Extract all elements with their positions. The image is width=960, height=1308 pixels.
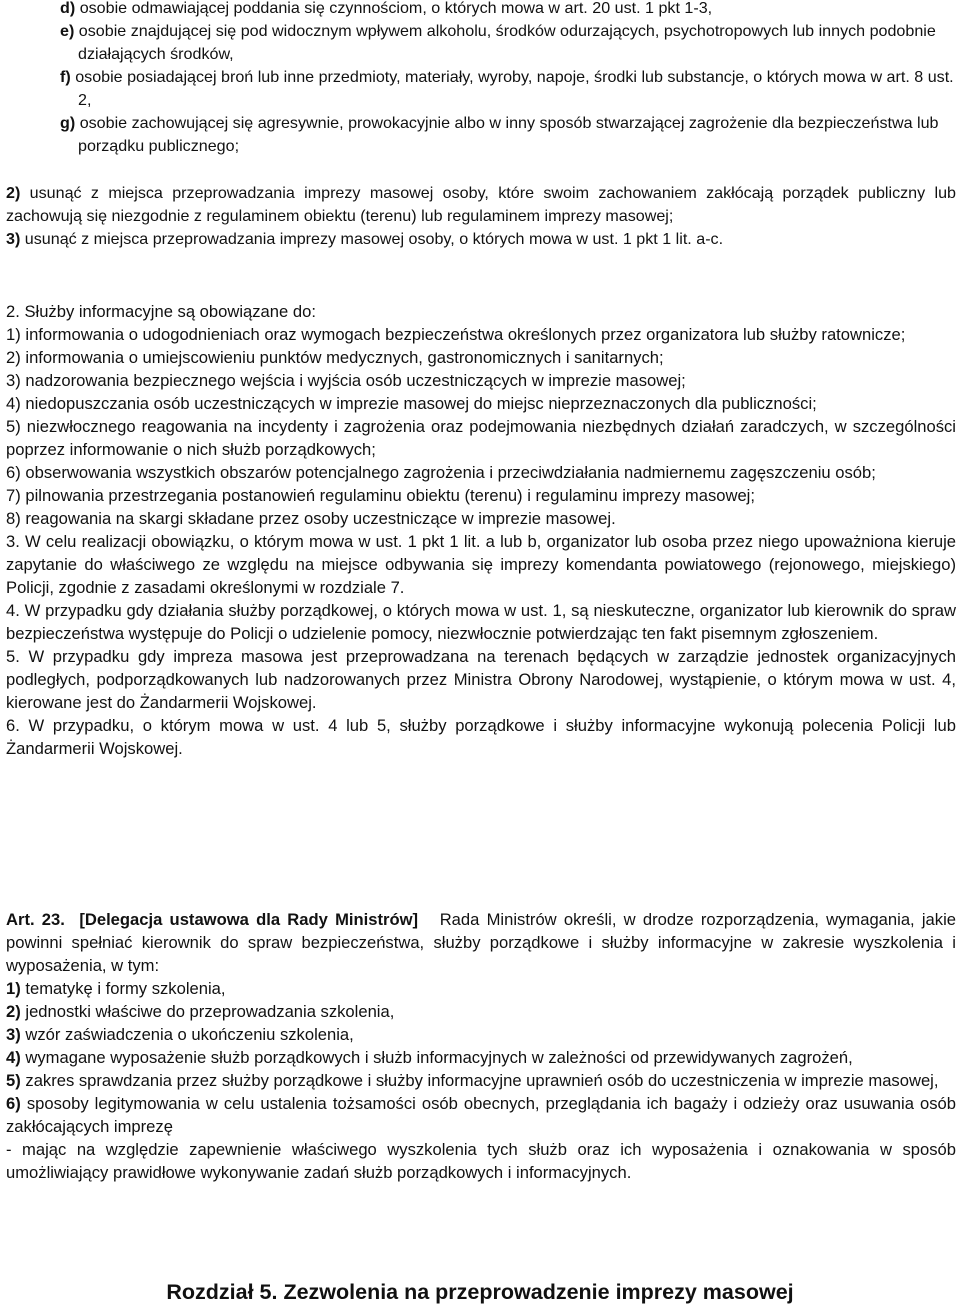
list-item: 3) wzór zaświadczenia o ukończeniu szkolenia, xyxy=(6,1025,354,1044)
article-title: [Delegacja ustawowa dla Rady Ministrów] xyxy=(79,910,419,929)
list-item: 6) sposoby legitymowania w celu ustalenia tożsamości osób obecnych, przeglądania ich bagaży i odzieży oraz usuwania osób zakłócających imprezę xyxy=(6,1094,956,1136)
list-item: 2) informowania o umiejscowieniu punktów medycznych, gastronomicznych i sanitarnych; xyxy=(6,348,664,367)
chapter-heading: Rozdział 5. Zezwolenia na przeprowadzenie imprezy masowej xyxy=(166,1280,794,1304)
list-item: 5) zakres sprawdzania przez służby porządkowe i służby informacyjne uprawnień osób do uczestniczenia w imprezie masowej, xyxy=(6,1071,939,1090)
list-item: 4) wymagane wyposażenie służb porządkowych i służb informacyjnych w zależności od przewidywanych zagrożeń, xyxy=(6,1048,853,1067)
list-item: 1) tematykę i formy szkolenia, xyxy=(6,979,226,998)
paragraph: 3. W celu realizacji obowiązku, o którym mowa w ust. 1 pkt 1 lit. a lub b, organizator lub osoba przez niego upoważniona kieruje zapytanie do właściwego ze względu na miejsce odbywania się imprezy komendanta powiatowego (rejonowego, miejskiego) Policji, zgodnie z zasadami określonymi w rozdziale 7. xyxy=(6,532,956,597)
paragraph: 4. W przypadku gdy działania służby porządkowej, o których mowa w ust. 1, są nieskuteczne, organizator lub kierownik do spraw bezpieczeństwa występuje do Policji o udzielenie pomocy, niezwłocznie potwierdzając ten fakt pisemnym zgłoszeniem. xyxy=(6,601,956,643)
list-item: 1) informowania o udogodnieniach oraz wymogach bezpieczeństwa określonych przez organizatora lub służby ratownicze; xyxy=(6,325,906,344)
points-list xyxy=(6,182,956,251)
list-item: d) osobie odmawiającej poddania się czynnościom, o których mowa w art. 20 ust. 1 pkt 1-3, xyxy=(60,0,713,17)
list-item: 6) obserwowania wszystkich obszarów potencjalnego zagrożenia i przeciwdziałania nadmiernemu zagęszczeniu osób; xyxy=(6,463,876,482)
section-intro: 2. Służby informacyjne są obowiązane do: xyxy=(6,302,316,321)
list-item: g) osobie zachowującej się agresywnie, prowokacyjnie albo w inny sposób stwarzającej zagrożenie dla bezpieczeństwa lub porządku publicznego; xyxy=(60,114,939,155)
list-item: 3) usunąć z miejsca przeprowadzania imprezy masowej osoby, o których mowa w ust. 1 pkt 1 lit. a-c. xyxy=(6,230,724,248)
list-item: 2) usunąć z miejsca przeprowadzania imprezy masowej osoby, które swoim zachowaniem zakłócają porządek publiczny lub zachowują się niezgodnie z regulaminem obiektu (terenu) lub regulaminem imprezy masowej; xyxy=(6,184,956,225)
list-item: 3) nadzorowania bezpiecznego wejścia i wyjścia osób uczestniczących w imprezie masowej; xyxy=(6,371,686,390)
list-item: 4) niedopuszczania osób uczestniczących w imprezie masowej do miejsc nieprzeznaczonych dla publiczności; xyxy=(6,394,817,413)
section-2 xyxy=(6,300,956,760)
paragraph: 6. W przypadku, o którym mowa w ust. 4 lub 5, służby porządkowe i służby informacyjne wykonują polecenia Policji lub Żandarmerii Wojskowej. xyxy=(6,716,956,758)
sub-items-list xyxy=(6,0,956,158)
list-item: 2) jednostki właściwe do przeprowadzania szkolenia, xyxy=(6,1002,395,1021)
list-item: 5) niezwłocznego reagowania na incydenty i zagrożenia oraz podejmowania niezbędnych działań zaradczych, w szczególności poprzez informowanie o nich służb porządkowych; xyxy=(6,417,956,459)
list-item: f) osobie posiadającej broń lub inne przedmioty, materiały, wyroby, napoje, środki lub substancje, o których mowa w art. 8 ust. 2, xyxy=(60,68,954,109)
article-23 xyxy=(6,908,956,1184)
list-item: e) osobie znajdującej się pod widocznym wpływem alkoholu, środków odurzających, psychotropowych lub innych podobnie działających środków, xyxy=(60,22,936,63)
article-intro: Art. 23. [Delegacja ustawowa dla Rady Ministrów] Rada Ministrów określi, w drodze rozporządzenia, wymagania, jakie powinni spełniać kierownik do spraw bezpieczeństwa, służby porządkowe i służby informacyjne w zakresie wyszkolenia i wyposażenia, w tym: xyxy=(6,910,956,975)
list-item: 8) reagowania na skargi składane przez osoby uczestniczące w imprezie masowej. xyxy=(6,509,616,528)
list-item: 7) pilnowania przestrzegania postanowień regulaminu obiektu (terenu) i regulaminu imprezy masowej; xyxy=(6,486,755,505)
article-label: Art. 23. xyxy=(6,910,65,929)
paragraph: 5. W przypadku gdy impreza masowa jest przeprowadzana na terenach będących w zarządzie jednostek organizacyjnych podległych, podporządkowanych lub nadzorowanych przez Ministra Obrony Narodowej, wystąpienie, o którym mowa w ust. 4, kierowane jest do Żandarmerii Wojskowej. xyxy=(6,647,956,712)
closing-paragraph: - mając na względzie zapewnienie właściwego wyszkolenia tych służb oraz ich wyposażenia i oznakowania w sposób umożliwiający prawidłowe wykonywanie zadań służb porządkowych i informacyjnych. xyxy=(6,1140,956,1182)
